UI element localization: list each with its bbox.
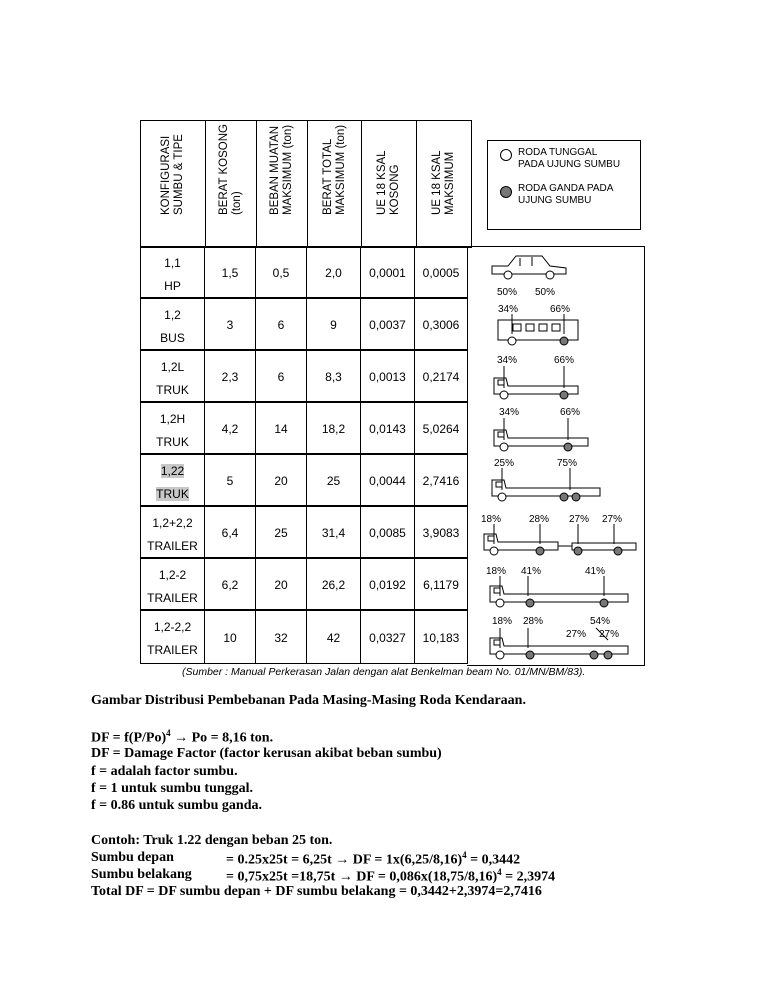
example-front-calc: = 0.25x25t = 6,25t → DF = $1x(6,25/8,16)^4 = 0,3442$ bbox=[226, 850, 521, 868]
axle-load-percent: 75% bbox=[557, 458, 578, 469]
axle-load-percent: 27% bbox=[566, 629, 587, 640]
double-wheel-icon bbox=[500, 186, 512, 198]
vehicle-type: TRUK bbox=[156, 383, 189, 397]
value-cell-ue-max: 2,7416 bbox=[415, 454, 468, 506]
header-ue-kosong: UE 18 KSAL KOSONG bbox=[376, 150, 401, 215]
bus-diagram bbox=[498, 314, 578, 345]
config-code: 1,2+2,2 bbox=[152, 516, 193, 530]
arrow-icon: → bbox=[174, 730, 189, 746]
axle-load-percent: 28% bbox=[523, 616, 544, 627]
value-cell-muatan: 20 bbox=[256, 558, 307, 610]
value-cell-ue-max: 5,0264 bbox=[415, 402, 468, 454]
value-cell-kosong: 6,2 bbox=[205, 558, 256, 610]
trailer-122b-diagram bbox=[490, 576, 628, 607]
example-front-label: Sumbu depan bbox=[91, 850, 174, 865]
vehicle-type: TRAILER bbox=[147, 539, 198, 553]
header-berat-total: BERAT TOTAL MAKSIMUM (ton) bbox=[321, 124, 347, 215]
truck-h-diagram bbox=[494, 418, 588, 451]
value-cell-total: 42 bbox=[307, 610, 361, 664]
example-rear-label: Sumbu belakang bbox=[91, 867, 192, 882]
axle-load-percent: 18% bbox=[486, 566, 507, 577]
value-cell-total: 2,0 bbox=[307, 246, 361, 298]
value-cell-muatan: 6 bbox=[256, 350, 307, 402]
value-cell-muatan: 32 bbox=[256, 610, 307, 664]
value-cell-ue-kosong: 0,0327 bbox=[361, 610, 415, 664]
axle-load-percent: 66% bbox=[550, 304, 571, 315]
config-cell bbox=[140, 402, 205, 454]
value-cell-total: 31,4 bbox=[307, 506, 361, 558]
axle-load-percent: 50% bbox=[497, 287, 518, 298]
value-cell-kosong: 3 bbox=[205, 298, 256, 350]
value-cell-total: 26,2 bbox=[307, 558, 361, 610]
axle-load-percent: 41% bbox=[521, 566, 542, 577]
truck-l-diagram bbox=[494, 366, 578, 399]
trailer-1222-diagram bbox=[484, 524, 636, 555]
value-cell-total: 8,3 bbox=[307, 350, 361, 402]
truck-122-diagram bbox=[492, 468, 600, 501]
example-title: Contoh: Truk 1.22 dengan beban 25 ton. bbox=[91, 833, 333, 848]
config-code: 1,2-2,2 bbox=[153, 620, 192, 634]
vehicle-type: HP bbox=[164, 279, 181, 293]
config-cell bbox=[140, 506, 205, 558]
config-code: 1,2 bbox=[164, 308, 181, 322]
value-cell-ue-max: 0,3006 bbox=[415, 298, 468, 350]
table-header-row bbox=[141, 121, 473, 248]
config-code: 1,2L bbox=[160, 360, 185, 374]
axle-load-percent: 28% bbox=[529, 514, 550, 525]
axle-load-percent: 66% bbox=[560, 407, 581, 418]
axle-load-percent: 41% bbox=[585, 566, 606, 577]
config-code: 1,2H bbox=[159, 412, 186, 426]
config-code: 1,1 bbox=[164, 256, 181, 270]
value-cell-total: 9 bbox=[307, 298, 361, 350]
single-wheel-icon bbox=[500, 149, 512, 161]
value-cell-muatan: 0,5 bbox=[256, 246, 307, 298]
header-cell bbox=[206, 121, 257, 248]
value-cell-muatan: 6 bbox=[256, 298, 307, 350]
value-cell-ue-max: 0,2174 bbox=[415, 350, 468, 402]
value-cell-muatan: 25 bbox=[256, 506, 307, 558]
axle-load-percent: 66% bbox=[554, 355, 575, 366]
config-code: 1,2-2 bbox=[158, 568, 187, 582]
value-cell-total: 25 bbox=[307, 454, 361, 506]
config-code: 1,22 bbox=[160, 464, 185, 478]
value-cell-ue-kosong: 0,0037 bbox=[361, 298, 415, 350]
value-cell-muatan: 20 bbox=[256, 454, 307, 506]
legend-double-label: RODA GANDA PADA UJUNG SUMBU bbox=[518, 183, 614, 206]
header-cell bbox=[257, 121, 308, 248]
source-note: (Sumber : Manual Perkerasan Jalan dengan alat Benkelman beam No. 01/MN/BM/83). bbox=[182, 666, 586, 678]
value-cell-ue-max: 10,183 bbox=[415, 610, 468, 664]
value-cell-kosong: 2,3 bbox=[205, 350, 256, 402]
config-cell bbox=[140, 610, 205, 664]
wheel-legend bbox=[487, 140, 641, 230]
axle-load-percent: 54% bbox=[590, 616, 611, 627]
value-cell-ue-kosong: 0,0013 bbox=[361, 350, 415, 402]
vehicle-type: TRUK bbox=[156, 435, 189, 449]
header-beban-muatan: BEBAN MUATAN MAKSIMUM (ton) bbox=[269, 124, 294, 215]
config-cell bbox=[140, 558, 205, 610]
formula-line-5: f = 0.86 untuk sumbu ganda. bbox=[91, 798, 262, 813]
axle-load-percent: 27% bbox=[602, 514, 623, 525]
header-berat-kosong: BERAT KOSONG (ton) bbox=[218, 124, 243, 215]
value-cell-ue-kosong: 0,0044 bbox=[361, 454, 415, 506]
header-konfigurasi: KONFIGURASI SUMBU & TIPE bbox=[160, 134, 185, 215]
value-cell-kosong: 5 bbox=[205, 454, 256, 506]
value-cell-ue-kosong: 0,0085 bbox=[361, 506, 415, 558]
vehicle-type: TRAILER bbox=[147, 591, 198, 605]
legend-single-label: RODA TUNGGAL PADA UJUNG SUMBU bbox=[518, 147, 621, 170]
config-cell bbox=[140, 454, 205, 506]
value-cell-ue-kosong: 0,0143 bbox=[361, 402, 415, 454]
car-diagram bbox=[492, 256, 566, 279]
axle-load-percent: 27% bbox=[599, 629, 620, 640]
example-rear-calc: = 0,75x25t =18,75t → DF = $0,086x(18,75/8,16)^4 = 2,3974$ bbox=[226, 867, 556, 885]
axle-load-percent: 27% bbox=[569, 514, 590, 525]
value-cell-muatan: 14 bbox=[256, 402, 307, 454]
vehicle-type: BUS bbox=[160, 331, 185, 345]
value-cell-ue-kosong: 0,0192 bbox=[361, 558, 415, 610]
formula-line-4: f = 1 untuk sumbu tunggal. bbox=[91, 781, 254, 796]
formula-line-1: DF = $f(P/Po)^4 \to Po = 8,16$ ton. bbox=[91, 728, 274, 746]
axle-load-percent: 18% bbox=[481, 514, 502, 525]
value-cell-kosong: 1,5 bbox=[205, 246, 256, 298]
axle-load-percent: 34% bbox=[498, 304, 519, 315]
vehicle-load-table bbox=[140, 120, 472, 248]
header-cell bbox=[417, 121, 472, 248]
formula-line-2: DF = Damage Factor (factor kerusan akibat beban sumbu) bbox=[91, 746, 442, 761]
formula-line-3: f = adalah factor sumbu. bbox=[91, 764, 238, 779]
value-cell-total: 18,2 bbox=[307, 402, 361, 454]
value-cell-ue-kosong: 0,0001 bbox=[361, 246, 415, 298]
arrow-icon: → bbox=[338, 869, 353, 885]
header-ue-maksimum: UE 18 KSAL MAKSIMUM bbox=[431, 150, 456, 215]
config-cell bbox=[140, 350, 205, 402]
axle-load-percent: 34% bbox=[499, 407, 520, 418]
value-cell-kosong: 10 bbox=[205, 610, 256, 664]
config-cell bbox=[140, 298, 205, 350]
value-cell-ue-max: 6,1179 bbox=[415, 558, 468, 610]
axle-load-percent: 25% bbox=[494, 458, 515, 469]
value-cell-kosong: 4,2 bbox=[205, 402, 256, 454]
header-cell bbox=[308, 121, 362, 248]
config-cell bbox=[140, 246, 205, 298]
value-cell-ue-max: 0,0005 bbox=[415, 246, 468, 298]
value-cell-kosong: 6,4 bbox=[205, 506, 256, 558]
arrow-icon: → bbox=[335, 852, 350, 868]
header-cell bbox=[141, 121, 206, 248]
example-total: Total DF = DF sumbu depan + DF sumbu belakang = 0,3442+2,3974=2,7416 bbox=[91, 884, 542, 899]
value-cell-ue-max: 3,9083 bbox=[415, 506, 468, 558]
axle-load-percent: 50% bbox=[535, 287, 556, 298]
vehicle-type: TRAILER bbox=[147, 643, 198, 657]
header-cell bbox=[362, 121, 417, 248]
vehicle-type: TRUK bbox=[156, 487, 189, 501]
axle-load-percent: 18% bbox=[492, 616, 513, 627]
figure-caption: Gambar Distribusi Pembebanan Pada Masing-Masing Roda Kendaraan. bbox=[91, 693, 526, 708]
axle-load-percent: 34% bbox=[497, 355, 518, 366]
